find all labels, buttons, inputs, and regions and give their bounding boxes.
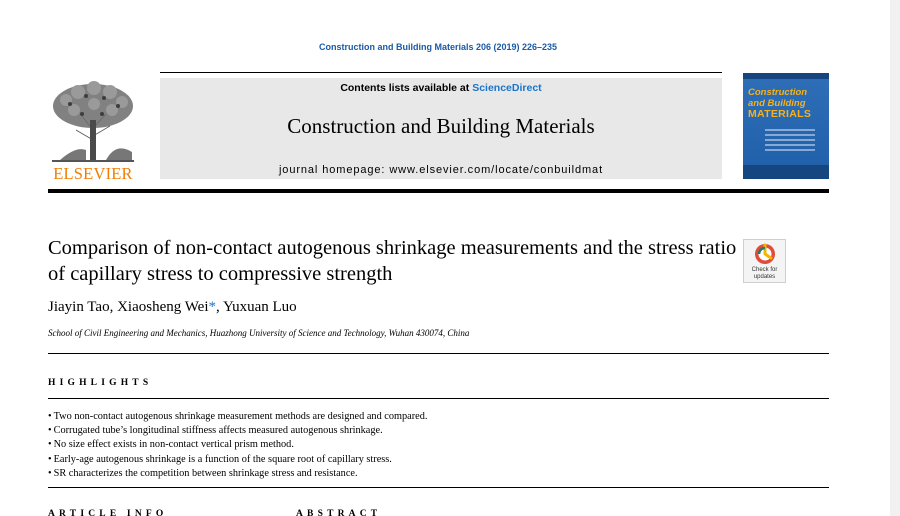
journal-cover-thumbnail[interactable] bbox=[743, 73, 829, 179]
highlights-rule bbox=[48, 398, 829, 399]
elsevier-tree-icon bbox=[46, 80, 140, 164]
contents-availability bbox=[160, 82, 722, 94]
vertical-scrollbar[interactable] bbox=[890, 0, 900, 516]
highlight-item: • No size effect exists in non-contact vertical prism method. bbox=[48, 438, 427, 452]
affiliation-rule bbox=[48, 353, 829, 354]
abstract-heading: ABSTRACT bbox=[296, 509, 382, 516]
journal-title[interactable]: Construction and Building Materials bbox=[287, 114, 595, 138]
author-names[interactable]: Jiayin Tao, Xiaosheng Wei bbox=[48, 299, 209, 315]
highlights-list bbox=[48, 410, 427, 481]
contents-prefix: Contents lists available at bbox=[340, 82, 473, 94]
cover-title bbox=[748, 87, 828, 120]
header-thick-rule bbox=[48, 189, 829, 193]
highlight-item: • Corrugated tube’s longitudinal stiffness affects measured autogenous shrinkage. bbox=[48, 424, 427, 438]
check-updates-line-1: Check for bbox=[751, 267, 778, 273]
cover-bottom-strip bbox=[743, 165, 829, 179]
article-info-heading: ARTICLE INFO bbox=[48, 509, 168, 516]
cover-top-strip bbox=[743, 73, 829, 79]
cover-line-2: and Building bbox=[748, 98, 806, 109]
highlights-heading: HIGHLIGHTS bbox=[48, 378, 153, 388]
header-top-rule bbox=[160, 72, 722, 73]
cover-line-3: MATERIALS bbox=[748, 108, 812, 120]
cover-line-1: Construction bbox=[748, 87, 808, 98]
highlight-item: • Two non-contact autogenous shrinkage measurement methods are designed and compared. bbox=[48, 410, 427, 424]
elsevier-wordmark: ELSEVIER bbox=[53, 164, 133, 183]
journal-banner bbox=[160, 78, 722, 179]
check-for-updates-button[interactable] bbox=[743, 239, 786, 283]
journal-homepage[interactable]: journal homepage: www.elsevier.com/locate/conbuildmat bbox=[278, 164, 604, 176]
cover-decoration bbox=[765, 129, 815, 154]
highlight-item: • SR characterizes the competition between shrinkage stress and resistance. bbox=[48, 467, 427, 481]
article-title: Comparison of non-contact autogenous shrinkage measurements and the stress ratio of capillary stress to compressive strength bbox=[48, 237, 737, 285]
check-updates-icon bbox=[754, 242, 776, 266]
elsevier-logo[interactable] bbox=[46, 80, 140, 183]
sciencedirect-link[interactable]: ScienceDirect bbox=[472, 82, 542, 94]
highlights-bottom-rule bbox=[48, 487, 829, 488]
corresponding-author-mark[interactable]: * bbox=[208, 299, 216, 315]
author-affiliation: School of Civil Engineering and Mechanics, Huazhong University of Science and Technology, Wuhan 430074, China bbox=[48, 328, 470, 338]
author-list bbox=[48, 299, 297, 316]
check-updates-line-2: updates bbox=[753, 274, 776, 280]
highlight-item: • Early-age autogenous shrinkage is a function of the square root of capillary stress. bbox=[48, 453, 427, 467]
check-updates-label bbox=[744, 267, 785, 281]
author-names-tail[interactable]: , Yuxuan Luo bbox=[216, 299, 297, 315]
journal-citation[interactable]: Construction and Building Materials 206 (2019) 226–235 bbox=[318, 42, 558, 52]
